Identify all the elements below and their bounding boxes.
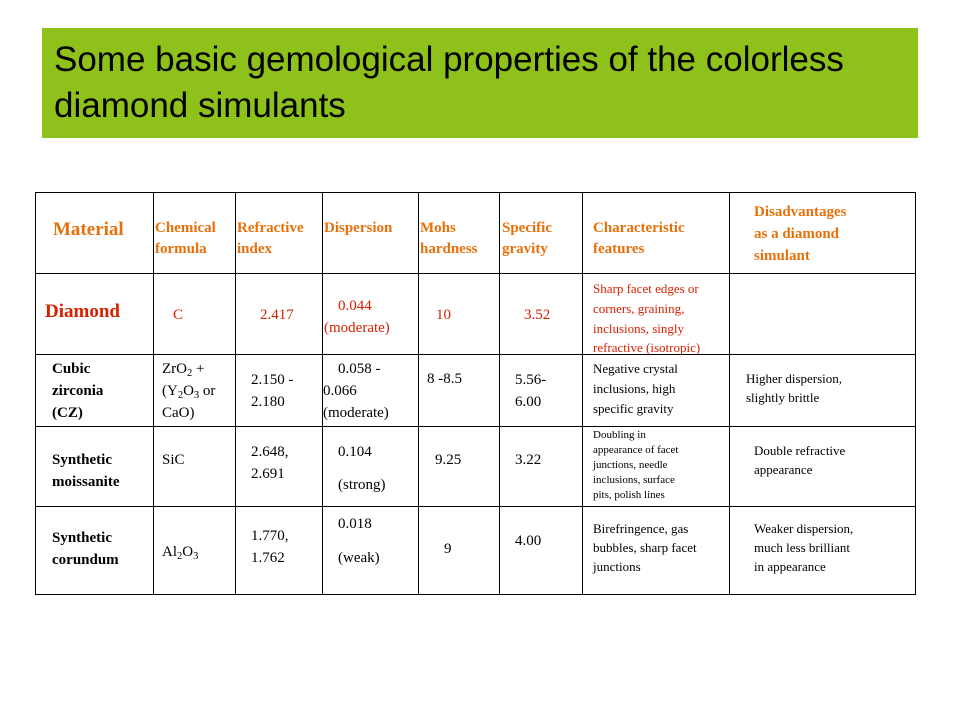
features-line1: Sharp facet edges or xyxy=(593,281,699,296)
formula: SiC xyxy=(162,452,185,468)
dispersion-cell xyxy=(323,507,419,595)
dispersion-line1: 0.058 - xyxy=(338,361,381,377)
features-line3: junctions xyxy=(593,559,641,574)
mohs-cell xyxy=(419,507,500,595)
header-mohs-line1: Mohs xyxy=(420,220,456,236)
features-line2: inclusions, high xyxy=(593,381,676,396)
header-features-line1: Characteristic xyxy=(593,220,685,236)
specific-gravity: 4.00 xyxy=(515,533,542,549)
table-row xyxy=(36,507,916,595)
refractive-cell xyxy=(236,355,323,427)
dispersion-line2: (weak) xyxy=(338,550,380,566)
disadvantages-line1: Weaker dispersion, xyxy=(754,521,854,536)
features-line1: Negative crystal xyxy=(593,361,678,376)
header-formula-line2: formula xyxy=(155,241,207,257)
header-disadvantages-line2: as a diamond xyxy=(754,226,840,242)
dispersion-line2: (moderate) xyxy=(324,320,390,336)
header-formula-line1: Chemical xyxy=(155,220,216,236)
dispersion-cell xyxy=(323,274,419,355)
dispersion-cell xyxy=(323,355,419,427)
header-disadvantages-line1: Disadvantages xyxy=(754,204,847,220)
formula-cell xyxy=(154,427,236,507)
mohs-hardness: 9 xyxy=(444,541,452,557)
features-line2: corners, graining, xyxy=(593,301,685,316)
header-refractive-cell xyxy=(236,193,323,274)
header-refractive-line2: index xyxy=(237,241,273,257)
mohs-cell xyxy=(419,355,500,427)
material-cell xyxy=(36,355,154,427)
features-cell xyxy=(583,427,730,507)
header-specific-line1: Specific xyxy=(502,220,552,236)
formula-cell xyxy=(154,355,236,427)
refractive-index: 2.417 xyxy=(260,307,294,323)
disadvantages-line3: in appearance xyxy=(754,559,826,574)
specific-cell xyxy=(500,355,583,427)
material-line1: Synthetic xyxy=(52,452,112,468)
header-refractive-line1: Refractive xyxy=(237,220,304,236)
material-line2: zirconia xyxy=(52,383,104,399)
specific-gravity: 3.52 xyxy=(524,307,551,323)
header-material: Material xyxy=(53,219,124,240)
formula-cell xyxy=(154,274,236,355)
disadvantages-cell xyxy=(730,427,916,507)
mohs-hardness: 8 -8.5 xyxy=(427,371,462,387)
formula: C xyxy=(173,307,184,323)
header-specific-cell xyxy=(500,193,583,274)
header-disadvantages-line3: simulant xyxy=(754,248,810,264)
formula-line1: ZrO$_2$ + xyxy=(162,361,205,380)
features-line3: inclusions, singly xyxy=(593,321,685,336)
header-mohs-line2: hardness xyxy=(420,241,478,257)
formula-cell xyxy=(154,507,236,595)
material-cell xyxy=(36,274,154,355)
disadvantages-line2: slightly brittle xyxy=(746,390,820,405)
formula: $Al_2O_3$ xyxy=(162,544,199,563)
mohs-hardness: 10 xyxy=(436,307,451,323)
dispersion-cell xyxy=(323,427,419,507)
refractive-line1: 2.648, xyxy=(251,444,289,460)
dispersion-line1: 0.044 xyxy=(338,298,372,314)
header-mohs-cell xyxy=(419,193,500,274)
page-title: Some basic gemological properties of the colorless diamond simulants xyxy=(54,40,844,125)
refractive-line1: 1.770, xyxy=(251,528,289,544)
mohs-hardness: 9.25 xyxy=(435,452,462,468)
features-line1: Doubling in xyxy=(593,429,646,441)
features-line2: bubbles, sharp facet xyxy=(593,540,697,555)
dispersion-line3: (moderate) xyxy=(323,405,389,421)
dispersion-line1: 0.018 xyxy=(338,516,372,532)
material-name: Diamond xyxy=(45,301,120,322)
header-dispersion: Dispersion xyxy=(324,220,393,236)
features-line4: inclusions, surface xyxy=(593,474,675,486)
features-line1: Birefringence, gas xyxy=(593,521,689,536)
disadvantages-cell xyxy=(730,274,916,355)
disadvantages-line1: Higher dispersion, xyxy=(746,371,843,386)
refractive-line1: 2.150 - xyxy=(251,372,294,388)
material-line3: (CZ) xyxy=(52,405,83,421)
features-line4: refractive (isotropic) xyxy=(593,340,701,355)
disadvantages-line2: appearance xyxy=(754,462,813,477)
table-row xyxy=(36,427,916,507)
dispersion-line2: (strong) xyxy=(338,477,386,493)
material-line2: moissanite xyxy=(52,474,120,490)
formula-line3: CaO) xyxy=(162,405,195,421)
material-line1: Synthetic xyxy=(52,530,112,546)
material-cell xyxy=(36,507,154,595)
mohs-cell xyxy=(419,274,500,355)
header-dispersion-cell xyxy=(323,193,419,274)
refractive-line2: 1.762 xyxy=(251,550,285,566)
features-line3: specific gravity xyxy=(593,401,674,416)
header-formula-cell xyxy=(154,193,236,274)
dispersion-line1: 0.104 xyxy=(338,444,372,460)
refractive-cell xyxy=(236,427,323,507)
header-disadvantages-cell xyxy=(730,193,916,274)
features-cell xyxy=(583,274,730,355)
mohs-cell xyxy=(419,427,500,507)
disadvantages-line2: much less brilliant xyxy=(754,540,851,555)
refractive-cell xyxy=(236,274,323,355)
features-line3: junctions, needle xyxy=(593,459,668,471)
specific-line2: 6.00 xyxy=(515,394,542,410)
material-line1: Cubic xyxy=(52,361,91,377)
formula-line2: ($Y_2O_3$ or xyxy=(162,383,216,402)
specific-gravity: 3.22 xyxy=(515,452,542,468)
refractive-cell xyxy=(236,507,323,595)
header-material-cell xyxy=(36,193,154,274)
disadvantages-line1: Double refractive xyxy=(754,443,846,458)
material-line2: corundum xyxy=(52,552,119,568)
specific-cell xyxy=(500,427,583,507)
specific-cell xyxy=(500,274,583,355)
specific-line1: 5.56- xyxy=(515,372,547,388)
disadvantages-cell xyxy=(730,355,916,427)
header-row xyxy=(36,193,916,274)
material-cell xyxy=(36,427,154,507)
table-row xyxy=(36,355,916,427)
header-features-cell xyxy=(583,193,730,274)
refractive-line2: 2.180 xyxy=(251,394,285,410)
refractive-line2: 2.691 xyxy=(251,466,285,482)
table-row xyxy=(36,274,916,355)
header-specific-line2: gravity xyxy=(502,241,548,257)
properties-table xyxy=(35,192,916,595)
dispersion-line2: 0.066 xyxy=(323,383,357,399)
specific-cell xyxy=(500,507,583,595)
header-features-line2: features xyxy=(593,241,645,257)
disadvantages-cell xyxy=(730,507,916,595)
features-cell xyxy=(583,355,730,427)
features-cell xyxy=(583,507,730,595)
features-line2: appearance of facet xyxy=(593,444,679,456)
features-line5: pits, polish lines xyxy=(593,489,665,501)
